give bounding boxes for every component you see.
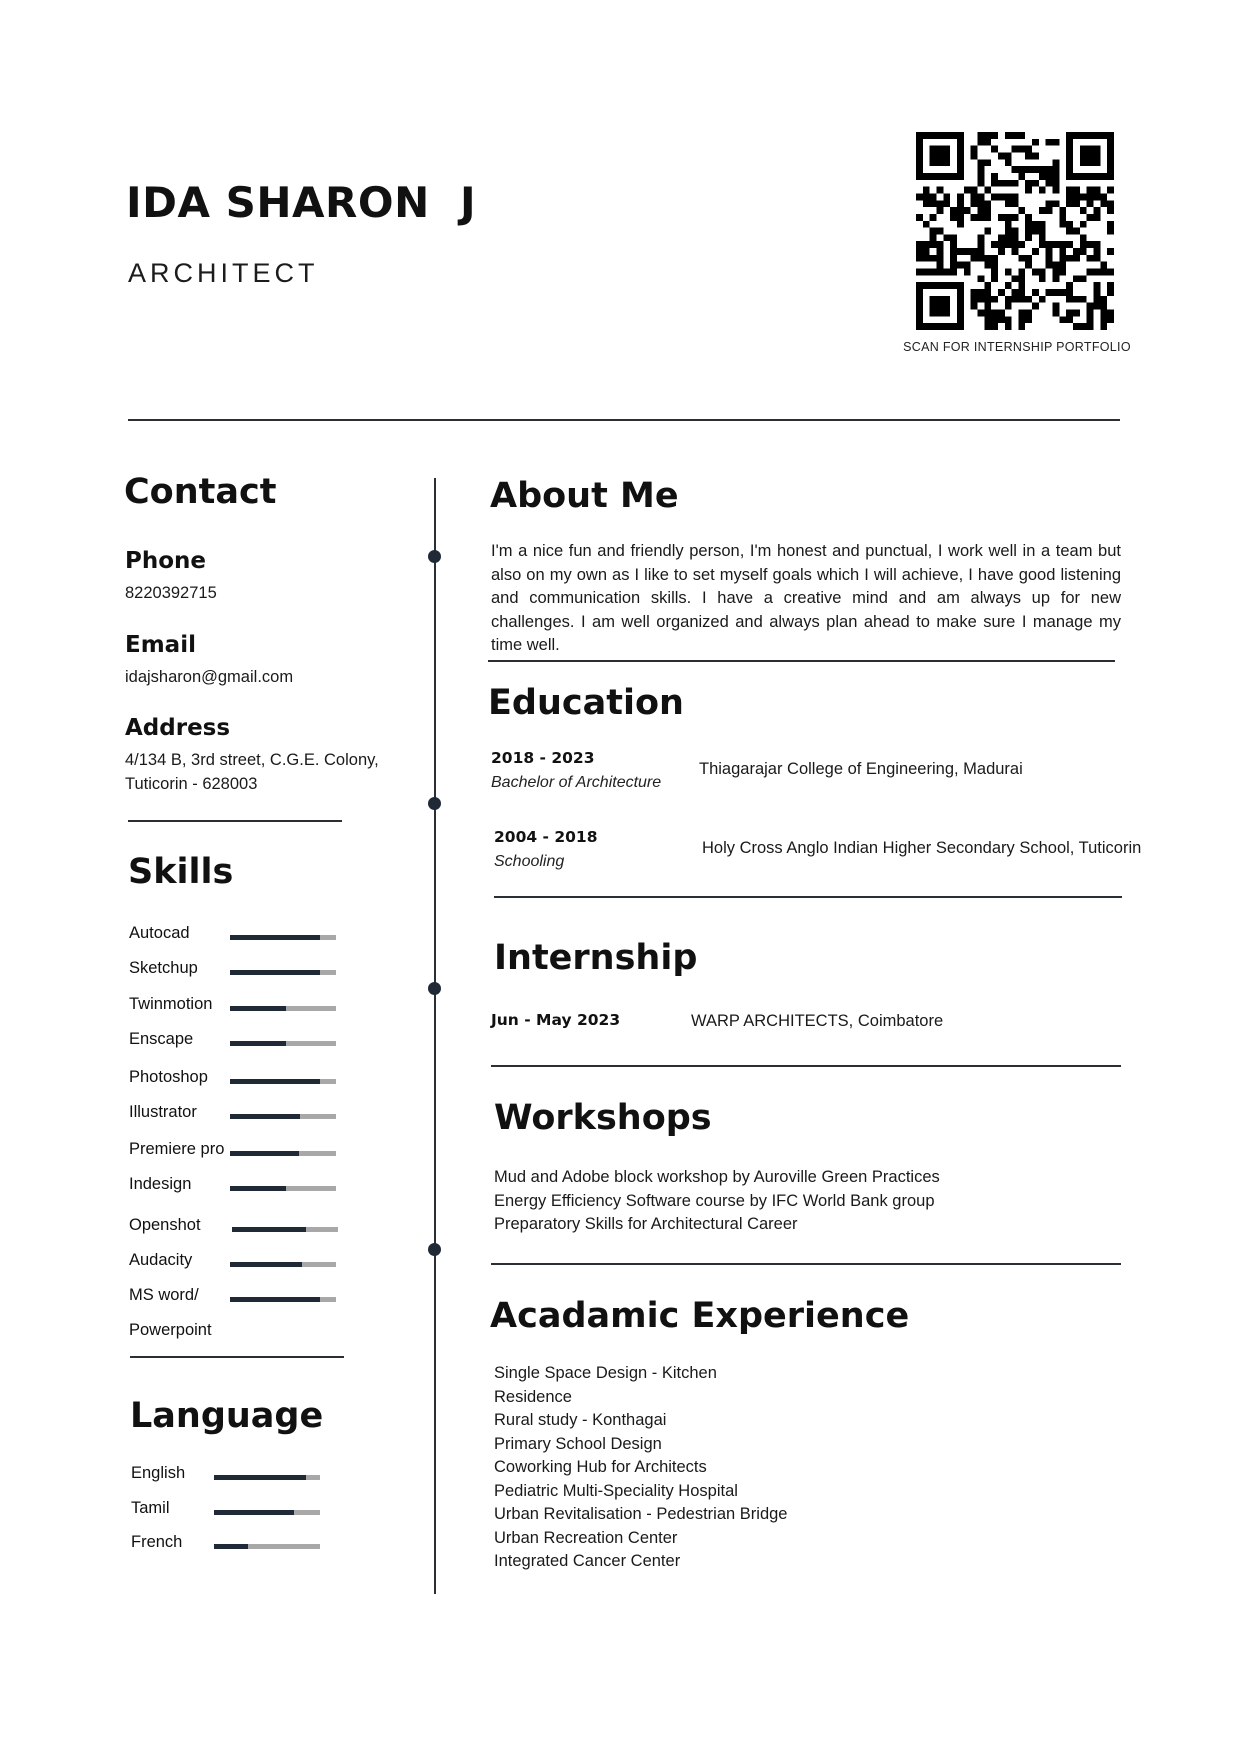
skill-label: Powerpoint (129, 1321, 212, 1339)
qr-caption: SCAN FOR INTERNSHIP PORTFOLIO (903, 340, 1131, 354)
skill-level-fill (230, 1079, 320, 1084)
phone-value: 8220392715 (125, 584, 217, 602)
skill-label: Illustrator (129, 1103, 197, 1121)
skill-level-fill (232, 1227, 306, 1232)
skill-level-fill (230, 1186, 286, 1191)
skill-label: Enscape (129, 1030, 194, 1048)
skill-label: Premiere pro (129, 1140, 225, 1158)
header-divider (128, 419, 1120, 421)
email-value[interactable]: idajsharon@gmail.com (125, 668, 294, 686)
skill-label: Openshot (129, 1216, 201, 1234)
about-divider (488, 660, 1115, 662)
list-item: Coworking Hub for Architects (494, 1458, 707, 1476)
about-text: I'm a nice fun and friendly person, I'm honest and punctual, I work well in a team but also on my own as I like to set myself goals which I will achieve, I have good listening and communication skills. I have a creative mind and am always up for new challenges. I am well organized and always plan ahead to make sure I manage my time well. (491, 542, 1121, 654)
education-school: Thiagarajar College of Engineering, Madurai (699, 760, 1023, 778)
skill-label: MS word/ (129, 1286, 199, 1304)
language-label: French (131, 1533, 183, 1551)
about-title: About Me (490, 476, 679, 516)
timeline-line (434, 478, 436, 1594)
language-level-bar (214, 1544, 320, 1549)
skill-label: Sketchup (129, 959, 198, 977)
workshops-title: Workshops (494, 1098, 712, 1138)
education-years: 2004 - 2018 (494, 828, 598, 846)
skill-level-fill (230, 1041, 286, 1046)
academic-title: Acadamic Experience (490, 1296, 910, 1336)
qr-code-icon[interactable] (916, 132, 1114, 330)
skill-level-fill (230, 1297, 320, 1302)
education-divider (494, 896, 1122, 898)
skill-label: Audacity (129, 1251, 193, 1269)
internship-title: Internship (494, 938, 698, 978)
address-line-1: 4/134 B, 3rd street, C.G.E. Colony, (125, 751, 379, 769)
language-level-fill (214, 1510, 294, 1515)
list-item: Pediatric Multi-Speciality Hospital (494, 1481, 738, 1500)
education-title: Education (488, 683, 684, 723)
skill-level-bar (230, 1114, 336, 1119)
skills-divider (130, 1356, 344, 1358)
phone-label: Phone (125, 548, 207, 574)
language-label: Tamil (131, 1499, 170, 1517)
contact-divider (128, 820, 342, 822)
skill-label: Autocad (129, 924, 190, 942)
skill-level-bar (230, 935, 336, 940)
education-years: 2018 - 2023 (491, 749, 595, 767)
address-label: Address (125, 715, 231, 741)
internship-divider (491, 1065, 1121, 1067)
list-item: Mud and Adobe block workshop by Auroville Green Practices (494, 1168, 940, 1186)
skill-level-bar (230, 1262, 336, 1267)
skill-level-bar (230, 1006, 336, 1011)
skill-label: Indesign (129, 1175, 192, 1193)
timeline-dot (428, 982, 441, 995)
language-label: English (131, 1464, 186, 1482)
list-item: Urban Revitalisation - Pedestrian Bridge (494, 1505, 788, 1523)
skill-level-bar (230, 1297, 336, 1302)
list-item: Single Space Design - Kitchen (494, 1364, 717, 1382)
language-level-bar (214, 1510, 320, 1515)
skill-level-bar (232, 1227, 338, 1232)
skill-level-fill (230, 1006, 286, 1011)
skill-label: Twinmotion (129, 995, 213, 1013)
skill-level-bar (230, 1151, 336, 1156)
skill-level-fill (230, 935, 320, 940)
language-level-bar (214, 1475, 320, 1480)
list-item: Rural study - Konthagai (494, 1411, 667, 1429)
list-item: Primary School Design (494, 1434, 662, 1453)
candidate-name: IDA SHARON J (126, 178, 477, 227)
internship-period: Jun - May 2023 (491, 1011, 621, 1029)
language-level-fill (214, 1544, 248, 1549)
skill-level-fill (230, 1151, 299, 1156)
skill-level-bar (230, 1186, 336, 1191)
education-degree: Bachelor of Architecture (491, 774, 662, 791)
timeline-dot (428, 797, 441, 810)
timeline-dot (428, 1243, 441, 1256)
timeline-dot (428, 550, 441, 563)
contact-title: Contact (124, 472, 277, 512)
skill-level-fill (230, 970, 320, 975)
list-item: Urban Recreation Center (494, 1528, 678, 1547)
education-degree: Schooling (494, 853, 565, 870)
skill-level-bar (230, 1079, 336, 1084)
workshops-divider (491, 1263, 1121, 1265)
education-school: Holy Cross Anglo Indian Higher Secondary School, Tuticorin (702, 839, 1142, 857)
skill-label: Photoshop (129, 1068, 208, 1086)
address-line-2: Tuticorin - 628003 (125, 775, 258, 793)
list-item: Preparatory Skills for Architectural Career (494, 1215, 798, 1233)
candidate-role: ARCHITECT (128, 258, 319, 288)
list-item: Residence (494, 1387, 572, 1406)
internship-company: WARP ARCHITECTS, Coimbatore (691, 1012, 944, 1030)
language-level-fill (214, 1475, 306, 1480)
skills-title: Skills (128, 852, 234, 892)
skill-level-bar (230, 1041, 336, 1046)
workshops-list (494, 1166, 940, 1237)
email-label: Email (125, 632, 196, 658)
skill-level-fill (230, 1262, 302, 1267)
list-item: Integrated Cancer Center (494, 1552, 681, 1570)
academic-list (494, 1362, 787, 1574)
skill-level-bar (230, 970, 336, 975)
language-title: Language (130, 1396, 324, 1436)
skill-level-fill (230, 1114, 300, 1119)
list-item: Energy Efficiency Software course by IFC World Bank group (494, 1191, 935, 1210)
